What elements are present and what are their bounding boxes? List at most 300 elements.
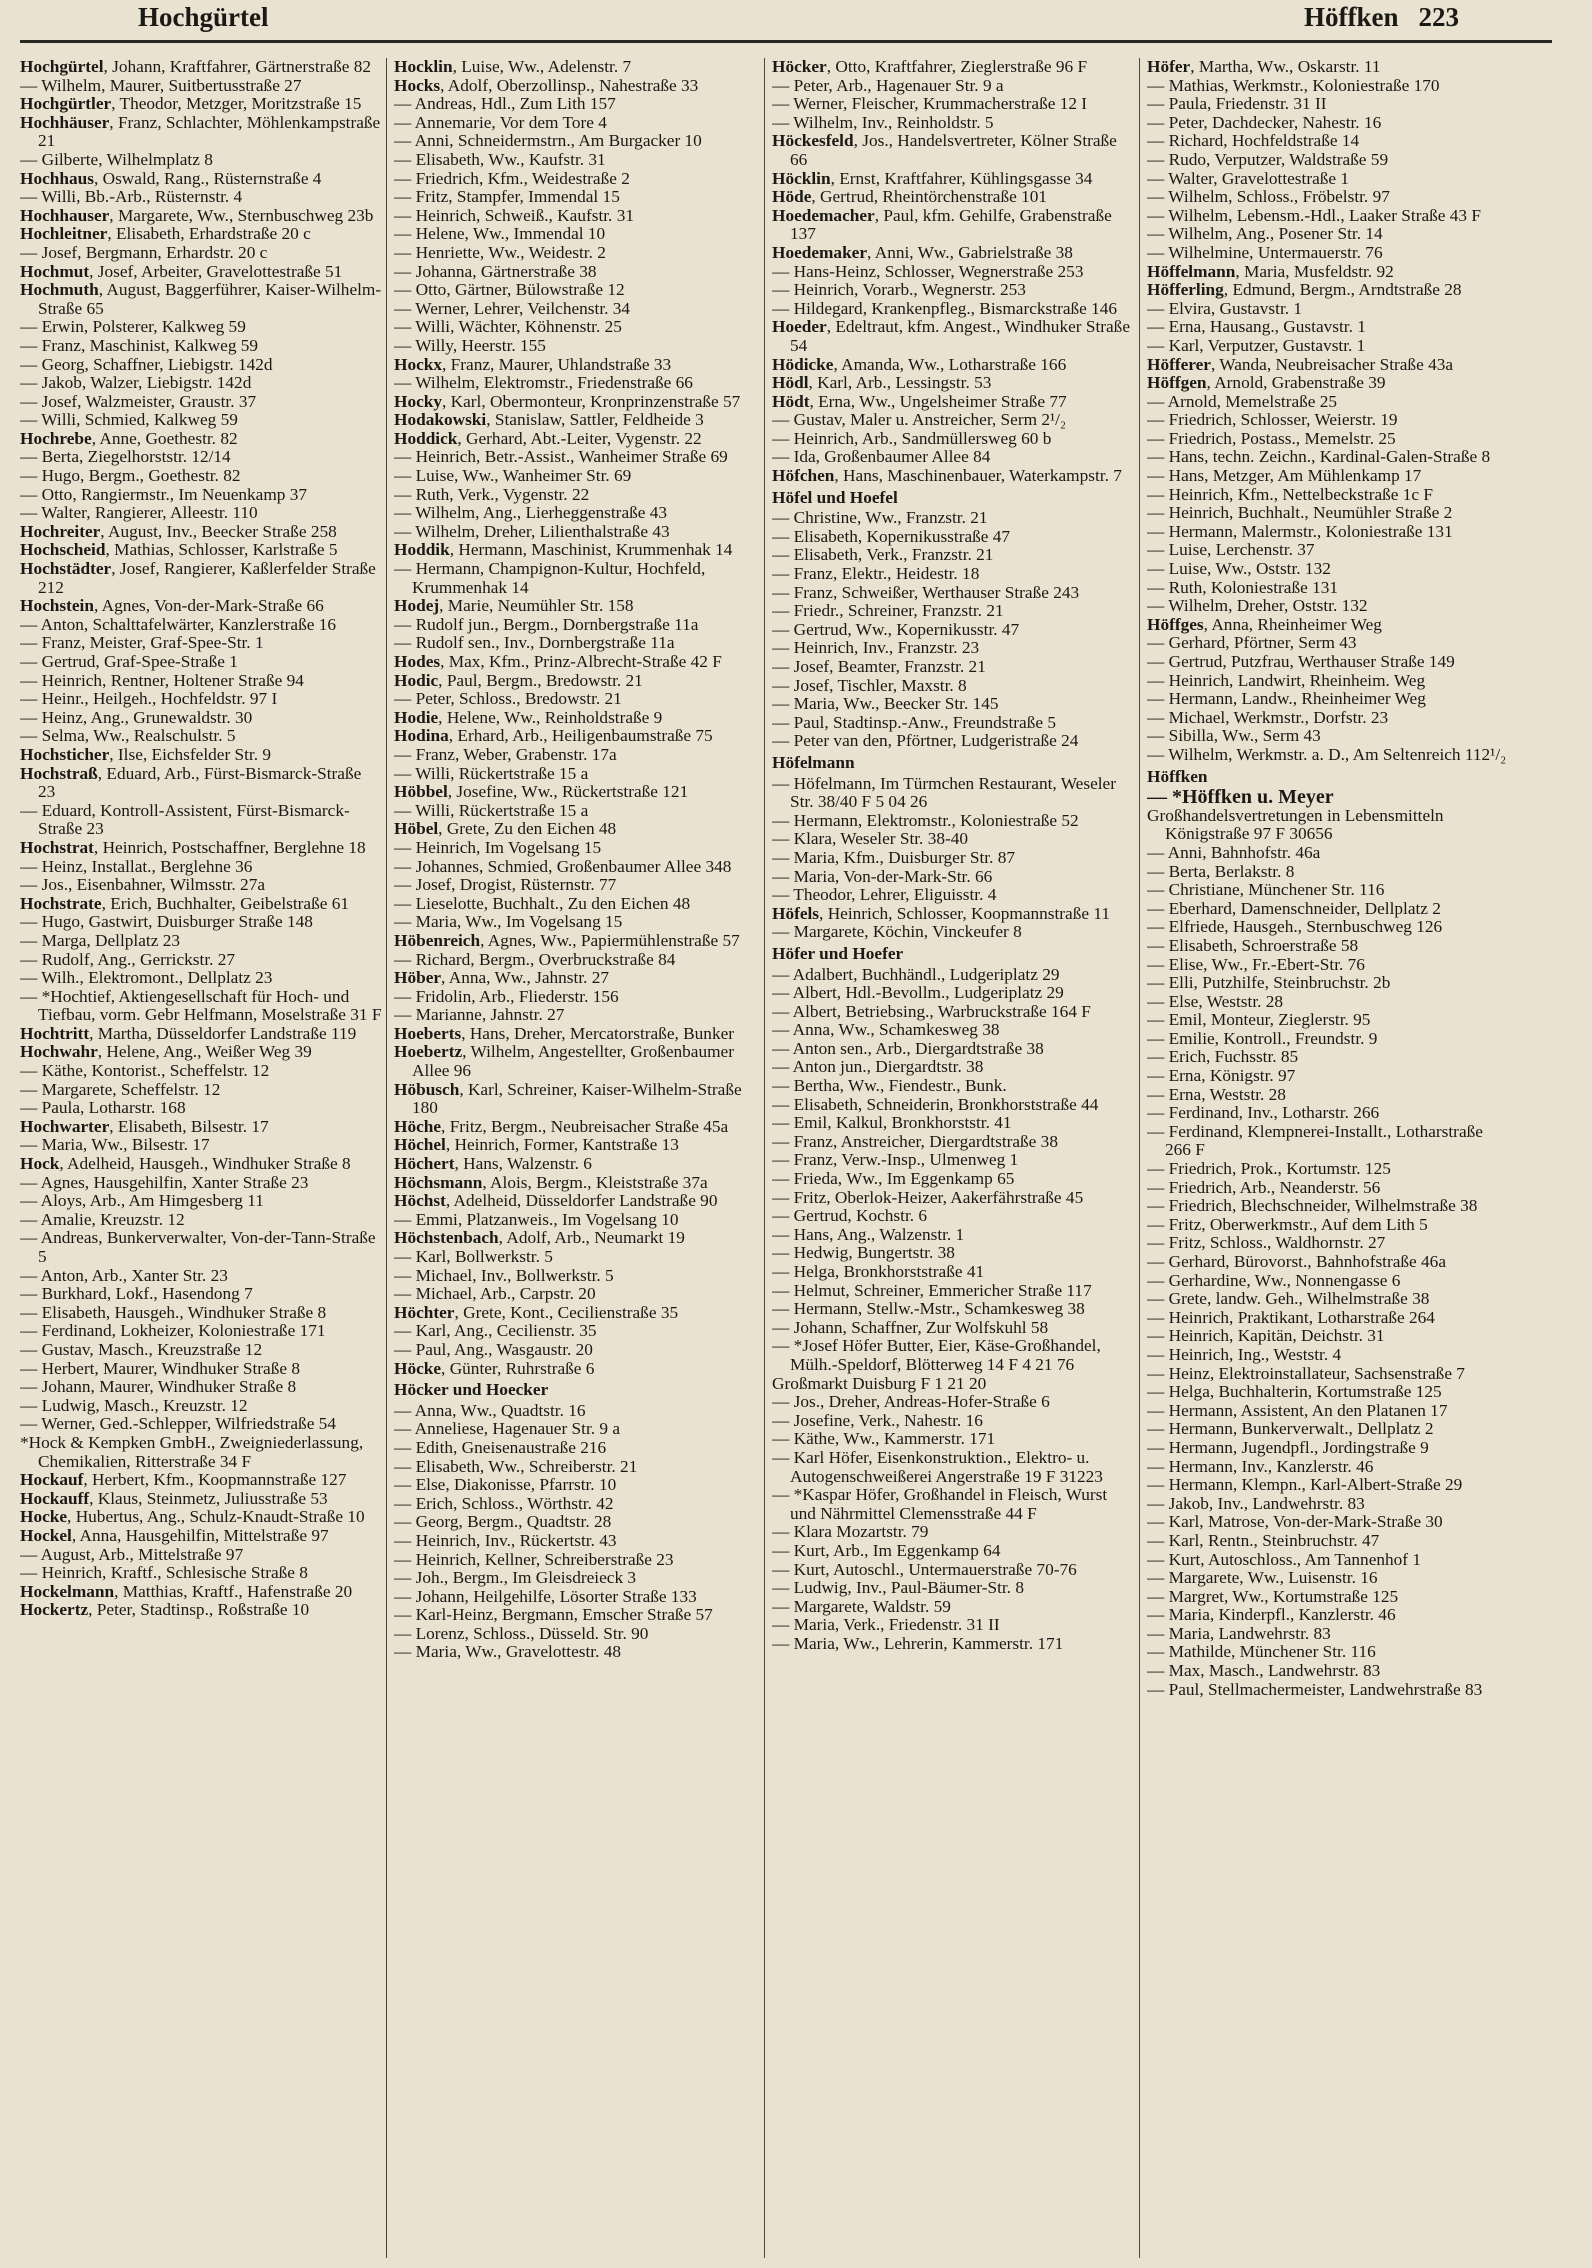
- directory-entry: [394, 1006, 756, 1025]
- directory-entry: [20, 281, 382, 318]
- entry-details: , Hans, Walzenstr. 6: [454, 1154, 592, 1174]
- entry-surname: Hodes: [394, 652, 441, 671]
- entry-details: — Peter, Arb., Hagenauer Str. 9 a: [772, 75, 1004, 95]
- directory-entry: [1147, 356, 1509, 375]
- entry-details: , Hubertus, Ang., Schulz-Knaudt-Straße 10: [67, 1507, 365, 1527]
- entry-details: — Elfriede, Hausgeh., Sternbuschweg 126: [1147, 917, 1443, 937]
- entry-details: — Johann, Schaffner, Zur Wolfskuhl 58: [772, 1317, 1049, 1337]
- directory-entry: [394, 318, 756, 337]
- directory-entry: [772, 1412, 1134, 1431]
- entry-details: — Margarete, Scheffelstr. 12: [20, 1079, 221, 1099]
- entry-details: — Luise, Lerchenstr. 37: [1147, 540, 1315, 560]
- entry-details: — Heinrich, Kapitän, Deichstr. 31: [1147, 1326, 1385, 1346]
- directory-entry: [20, 1378, 382, 1397]
- entry-surname: Höchter: [394, 1302, 455, 1322]
- directory-entry: [394, 616, 756, 635]
- entry-details: , Grete, Zu den Eichen 48: [438, 819, 617, 839]
- entry-details: , Klaus, Steinmetz, Juliusstraße 53: [89, 1488, 328, 1508]
- directory-entry: [772, 732, 1134, 751]
- entry-details: — Luise, Ww., Wanheimer Str. 69: [394, 466, 632, 486]
- directory-entry: [20, 932, 382, 951]
- entry-details: — Sibilla, Ww., Serm 43: [1147, 726, 1321, 746]
- directory-entry: [394, 876, 756, 895]
- directory-entry: [394, 1322, 756, 1341]
- directory-entry: [772, 1375, 1134, 1394]
- entry-surname: Höffges: [1147, 614, 1204, 634]
- entry-details: — Christine, Ww., Franzstr. 21: [772, 508, 988, 528]
- entry-surname: Hochwahr: [20, 1042, 98, 1062]
- directory-entry: [20, 727, 382, 746]
- directory-entry: [1147, 188, 1509, 207]
- directory-entry: [1147, 281, 1509, 300]
- directory-entry: [772, 1393, 1134, 1412]
- directory-entry: [394, 597, 756, 616]
- entry-details: — Paul, Ang., Wasgaustr. 20: [394, 1339, 593, 1359]
- directory-entry: [20, 746, 382, 765]
- directory-entry: [1147, 1458, 1509, 1477]
- directory-entry: [394, 300, 756, 319]
- entry-details: — Kurt, Arb., Im Eggenkamp 64: [772, 1540, 1001, 1560]
- directory-entry: [20, 114, 382, 151]
- entry-details: — Andreas, Hdl., Zum Lith 157: [394, 94, 616, 114]
- directory-entry: [772, 207, 1134, 244]
- directory-entry: [394, 1267, 756, 1286]
- directory-entry: [20, 393, 382, 412]
- entry-details: — Eberhard, Damenschneider, Dellplatz 2: [1147, 898, 1441, 918]
- directory-entry: [772, 1523, 1134, 1542]
- directory-entry: [394, 653, 756, 672]
- entry-details: — Heinrich, Schweiß., Kaufstr. 31: [394, 205, 634, 225]
- directory-entry: [772, 77, 1134, 96]
- entry-details: — Hedwig, Bungertstr. 38: [772, 1243, 955, 1263]
- directory-entry: [394, 1229, 756, 1248]
- directory-entry: [772, 1337, 1134, 1374]
- directory-entry: [1147, 956, 1509, 975]
- directory-entry: [1147, 448, 1509, 467]
- entry-details: — Gilberte, Wilhelmplatz 8: [20, 149, 213, 169]
- directory-entry: [1147, 863, 1509, 882]
- entry-details: — Franz, Anstreicher, Diergardtstraße 38: [772, 1131, 1058, 1151]
- directory-entry: [394, 932, 756, 951]
- entry-surname: Hochhaus: [20, 168, 94, 188]
- directory-entry: [394, 839, 756, 858]
- entry-details: — Elisabeth, Schroerstraße 58: [1147, 935, 1359, 955]
- entry-details: — Jakob, Inv., Landwehrstr. 83: [1147, 1493, 1365, 1513]
- entry-details: , Herbert, Kfm., Koopmannstraße 127: [83, 1470, 347, 1490]
- entry-details: — Karl, Verputzer, Gustavstr. 1: [1147, 335, 1366, 355]
- directory-entry: [1147, 467, 1509, 486]
- directory-entry: [772, 1040, 1134, 1059]
- entry-details: — Heinrich, Kellner, Schreiberstraße 23: [394, 1549, 674, 1569]
- directory-entry: [20, 1415, 382, 1434]
- running-head-right-word: Höffken: [1304, 2, 1399, 32]
- directory-entry: [394, 1532, 756, 1551]
- directory-entry: [1147, 1253, 1509, 1272]
- column-divider: [764, 58, 765, 2258]
- directory-entry: [20, 560, 382, 597]
- directory-entry: [772, 1579, 1134, 1598]
- directory-entry: [394, 1155, 756, 1174]
- directory-entry: [20, 411, 382, 430]
- entry-details: — Hermann, Malermstr., Koloniestraße 131: [1147, 521, 1453, 541]
- entry-details: — Ludwig, Inv., Paul-Bäumer-Str. 8: [772, 1578, 1024, 1598]
- entry-details: — Gustav, Maler u. Anstreicher, Serm 2¹/₂: [772, 410, 1066, 430]
- directory-entry: [1147, 881, 1509, 900]
- entry-details: — Karl, Rentn., Steinbruchstr. 47: [1147, 1530, 1380, 1550]
- entry-details: — Johannes, Schmied, Großenbaumer Allee 348: [394, 856, 732, 876]
- directory-entry: [394, 1458, 756, 1477]
- directory-entry: [772, 1096, 1134, 1115]
- entry-details: — Gustav, Masch., Kreuzstraße 12: [20, 1339, 263, 1359]
- entry-details: — Josef, Walzmeister, Graustr. 37: [20, 391, 257, 411]
- directory-entry: [394, 1341, 756, 1360]
- entry-details: — Amalie, Kreuzstr. 12: [20, 1209, 185, 1229]
- column-3: [772, 58, 1134, 2263]
- entry-details: — Gertrud, Graf-Spee-Straße 1: [20, 652, 238, 671]
- entry-details: , Paul, kfm. Gehilfe, Grabenstraße 137: [790, 205, 1112, 244]
- directory-entry: [772, 1449, 1134, 1486]
- entry-details: — Fritz, Schloss., Waldhornstr. 27: [1147, 1233, 1386, 1253]
- entry-details: — Kurt, Autoschl., Untermauerstraße 70-76: [772, 1559, 1077, 1579]
- entry-surname: Hockertz: [20, 1600, 89, 1620]
- entry-details: — Richard, Hochfeldstraße 14: [1147, 131, 1360, 151]
- entry-details: — Heinrich, Inv., Franzstr. 23: [772, 638, 980, 658]
- entry-details: , Adolf, Arb., Neumarkt 19: [498, 1228, 685, 1248]
- entry-details: — Kurt, Autoschloss., Am Tannenhof 1: [1147, 1549, 1422, 1569]
- directory-entry: [1147, 1513, 1509, 1532]
- entry-details: — Anton, Schalttafelwärter, Kanzlerstraße 16: [20, 614, 337, 634]
- entry-details: — Maria, Ww., Gravelottestr. 48: [394, 1642, 622, 1662]
- entry-details: , Helene, Ww., Reinholdstraße 9: [438, 707, 663, 727]
- directory-entry: [1147, 486, 1509, 505]
- entry-details: , Martha, Ww., Oskarstr. 11: [1190, 58, 1381, 76]
- directory-entry: [20, 1434, 382, 1471]
- entry-details: — Elisabeth, Hausgeh., Windhuker Straße 8: [20, 1302, 327, 1322]
- directory-entry: [772, 1151, 1134, 1170]
- entry-details: , Ilse, Eichsfelder Str. 9: [109, 744, 272, 764]
- directory-entry: [1147, 393, 1509, 412]
- directory-entry: [394, 207, 756, 226]
- entry-details: — Heinz, Elektroinstallateur, Sachsenstraße 7: [1147, 1363, 1465, 1383]
- entry-details: — Michael, Inv., Bollwerkstr. 5: [394, 1265, 614, 1285]
- entry-surname: Hochtritt: [20, 1023, 90, 1043]
- entry-details: — Friedrich, Kfm., Weidestraße 2: [394, 168, 630, 188]
- directory-entry: [1147, 225, 1509, 244]
- directory-entry: [1147, 411, 1509, 430]
- entry-details: — Marianne, Jahnstr. 27: [394, 1005, 565, 1025]
- directory-entry: [1147, 1662, 1509, 1681]
- entry-details: — Erich, Fuchsstr. 85: [1147, 1047, 1299, 1067]
- entry-details: — Friedrich, Arb., Neanderstr. 56: [1147, 1177, 1381, 1197]
- directory-entry: [772, 812, 1134, 831]
- directory-entry: [772, 1486, 1134, 1523]
- directory-entry: [772, 621, 1134, 640]
- entry-details: — Fridolin, Arb., Fliederstr. 156: [394, 986, 619, 1006]
- directory-entry: [772, 1282, 1134, 1301]
- entry-details: — Fritz, Oberwerkmstr., Auf dem Lith 5: [1147, 1214, 1428, 1234]
- entry-surname: Hödicke: [772, 354, 834, 374]
- directory-entry: [1147, 1160, 1509, 1179]
- directory-entry: [1147, 1402, 1509, 1421]
- entry-surname: Hochgürtel: [20, 58, 104, 76]
- entry-details: — Heinrich, Vorarb., Wegnerstr. 253: [772, 280, 1026, 300]
- entry-details: — Ferdinand, Klempnerei-Installt., Lotharstraße 266 F: [1147, 1121, 1483, 1160]
- entry-details: — Burkhard, Lokf., Hasendong 7: [20, 1284, 253, 1304]
- directory-entry: [1147, 1048, 1509, 1067]
- directory-entry: [20, 1192, 382, 1211]
- directory-entry: [394, 486, 756, 505]
- entry-details: — *Hochtief, Aktiengesellschaft für Hoch- und Tiefbau, vorm. Gebr Helfmann, Moselstraße 31 F: [20, 986, 382, 1025]
- entry-details: — Emil, Kalkul, Bronkhorststr. 41: [772, 1113, 1012, 1133]
- entry-details: — Karl, Ang., Cecilienstr. 35: [394, 1321, 597, 1341]
- directory-entry: [20, 1025, 382, 1044]
- entry-details: , Stanislaw, Sattler, Feldheide 3: [486, 410, 704, 430]
- header-rule: [20, 40, 1552, 43]
- directory-entry: [772, 467, 1134, 486]
- directory-entry: [394, 1495, 756, 1514]
- entry-surname: Hochstraß: [20, 763, 98, 783]
- directory-entry: [20, 653, 382, 672]
- column-divider: [386, 58, 387, 2258]
- directory-entry: [1147, 1551, 1509, 1570]
- entry-details: — Klara, Weseler Str. 38-40: [772, 829, 969, 849]
- directory-entry: [772, 658, 1134, 677]
- section-heading: Höcker und Hoecker: [394, 1380, 549, 1400]
- entry-details: — Werner, Lehrer, Veilchenstr. 34: [394, 298, 631, 318]
- entry-details: — Johann, Maurer, Windhuker Straße 8: [20, 1377, 297, 1397]
- directory-entry: [1147, 1234, 1509, 1253]
- directory-entry: [1147, 579, 1509, 598]
- directory-entry: [20, 1267, 382, 1286]
- entry-details: — Albert, Betriebsing., Warbruckstraße 164 F: [772, 1001, 1091, 1021]
- directory-entry: [1147, 1532, 1509, 1551]
- directory-entry: [394, 1606, 756, 1625]
- directory-entry: [394, 1551, 756, 1570]
- entry-details: , Edmund, Bergm., Arndtstraße 28: [1223, 280, 1462, 300]
- directory-entry: [1147, 300, 1509, 319]
- directory-entry: [772, 1189, 1134, 1208]
- entry-surname: Hochrebe: [20, 428, 92, 448]
- directory-entry: [772, 95, 1134, 114]
- entry-details: — Willi, Bb.-Arb., Rüsternstr. 4: [20, 187, 243, 207]
- entry-surname: Hochsticher: [20, 744, 110, 764]
- directory-entry: [394, 709, 756, 728]
- entry-details: — Hermann, Bunkerverwalt., Dellplatz 2: [1147, 1419, 1434, 1439]
- entry-details: , Josef, Rangierer, Kaßlerfelder Straße 212: [38, 559, 376, 597]
- entry-details: — Arnold, Memelstraße 25: [1147, 391, 1338, 411]
- directory-entry: [772, 300, 1134, 319]
- directory-entry: [20, 913, 382, 932]
- entry-surname: Hodic: [394, 670, 439, 690]
- entry-details: — Werner, Ged.-Schlepper, Wilfriedstraße 54: [20, 1414, 336, 1434]
- directory-entry: [772, 281, 1134, 300]
- directory-entry: [20, 690, 382, 709]
- entry-surname: Hoedemaker: [772, 242, 868, 262]
- entry-surname: Hochwarter: [20, 1116, 110, 1136]
- directory-entry: [20, 709, 382, 728]
- entry-details: — Emil, Monteur, Zieglerstr. 95: [1147, 1010, 1371, 1030]
- directory-entry: [1147, 672, 1509, 691]
- directory-entry: [772, 830, 1134, 849]
- entry-details: — Berta, Ziegelhorststr. 12/14: [20, 447, 231, 467]
- entry-details: — Christiane, Münchener Str. 116: [1147, 880, 1385, 900]
- entry-surname: Höchst: [394, 1191, 446, 1211]
- directory-entry: [394, 244, 756, 263]
- entry-details: — Wilhelm, Ang., Lierheggenstraße 43: [394, 503, 668, 523]
- entry-details: , Elisabeth, Erhardstraße 20 c: [107, 224, 311, 244]
- entry-details: — Max, Masch., Landwehrstr. 83: [1147, 1661, 1381, 1681]
- entry-details: , Agnes, Ww., Papiermühlenstraße 57: [480, 930, 740, 950]
- directory-entry: [394, 1569, 756, 1588]
- directory-entry: [20, 672, 382, 691]
- directory-entry: [394, 77, 756, 96]
- directory-entry: [20, 1527, 382, 1546]
- entry-details: — Anni, Bahnhofstr. 46a: [1147, 842, 1321, 862]
- entry-details: — Ludwig, Masch., Kreuzstr. 12: [20, 1395, 248, 1415]
- directory-entry: [394, 895, 756, 914]
- directory-entry: [394, 188, 756, 207]
- directory-entry: [772, 639, 1134, 658]
- entry-details: — Heinrich, Inv., Rückertstr. 43: [394, 1530, 617, 1550]
- directory-entry: [772, 1058, 1134, 1077]
- directory-entry: [772, 714, 1134, 733]
- directory-entry: [772, 966, 1134, 985]
- directory-entry: [394, 95, 756, 114]
- column-divider: [1139, 58, 1140, 2258]
- directory-entry: [1147, 244, 1509, 263]
- entry-details: — Margarete, Waldstr. 59: [772, 1596, 951, 1616]
- directory-entry: [772, 356, 1134, 375]
- directory-entry: [394, 1136, 756, 1155]
- entry-surname: Hockelmann: [20, 1581, 115, 1601]
- entry-details: — Heinrich, Ing., Weststr. 4: [1147, 1344, 1342, 1364]
- entry-surname: Hödl: [772, 373, 809, 393]
- entry-surname: Höcklin: [772, 168, 831, 188]
- entry-surname: Hodakowski: [394, 410, 487, 430]
- directory-entry: [20, 318, 382, 337]
- entry-details: — Wilhelm, Dreher, Oststr. 132: [1147, 596, 1368, 616]
- entry-surname: Höfels: [772, 903, 820, 923]
- directory-entry: [20, 1583, 382, 1602]
- directory-entry: [1147, 1365, 1509, 1384]
- directory-entry: [1147, 993, 1509, 1012]
- entry-details: — Gerhardine, Ww., Nonnengasse 6: [1147, 1270, 1401, 1290]
- directory-entry: [20, 356, 382, 375]
- entry-surname: Hocky: [394, 391, 443, 411]
- entry-details: — Franz, Verw.-Insp., Ulmenweg 1: [772, 1150, 1019, 1170]
- directory-entry: [772, 411, 1134, 430]
- entry-details: , Paul, Bergm., Bredowstr. 21: [438, 670, 643, 690]
- directory-entry: [772, 546, 1134, 565]
- entry-details: — Hans, Metzger, Am Mühlenkamp 17: [1147, 466, 1422, 486]
- entry-details: , Adelheid, Düsseldorfer Landstraße 90: [445, 1191, 718, 1211]
- directory-entry: [1147, 1588, 1509, 1607]
- directory-entry: [394, 411, 756, 430]
- entry-details: — Helga, Bronkhorststraße 41: [772, 1262, 985, 1281]
- directory-entry: [20, 1043, 382, 1062]
- entry-details: — Georg, Bergm., Quadtstr. 28: [394, 1512, 612, 1532]
- entry-details: , Anna, Ww., Jahnstr. 27: [441, 968, 610, 988]
- directory-entry: [1147, 727, 1509, 746]
- directory-entry: [394, 114, 756, 133]
- entry-details: — *Josef Höfer Butter, Eier, Käse-Großhandel, Mülh.-Speldorf, Blötterweg 14 F 4 21 76: [772, 1336, 1101, 1374]
- directory-entry: [394, 504, 756, 523]
- entry-details: — Paul, Stadtinsp.-Anw., Freundstraße 5: [772, 712, 1056, 732]
- entry-surname: Hochreiter: [20, 521, 101, 541]
- entry-details: — Fritz, Oberlok-Heizer, Aakerfährstraße 45: [772, 1187, 1084, 1207]
- entry-details: — Erna, Hausang., Gustavstr. 1: [1147, 317, 1366, 337]
- directory-entry: [394, 151, 756, 170]
- entry-details: , Josefine, Ww., Rückertstraße 121: [447, 782, 689, 802]
- entry-details: — Johann, Heilgehilfe, Lösorter Straße 133: [394, 1586, 697, 1606]
- entry-details: — Franz, Weber, Grabenstr. 17a: [394, 744, 617, 764]
- directory-entry: [20, 876, 382, 895]
- entry-surname: Hochhauser: [20, 205, 110, 225]
- entry-details: — Georg, Schaffner, Liebigstr. 142d: [20, 354, 273, 374]
- directory-entry: [1147, 1011, 1509, 1030]
- entry-details: — Heinz, Ang., Grunewaldstr. 30: [20, 707, 253, 727]
- directory-entry: [1147, 634, 1509, 653]
- directory-entry: [394, 170, 756, 189]
- directory-entry: [394, 132, 756, 151]
- entry-details: , Amanda, Ww., Lotharstraße 166: [833, 354, 1067, 374]
- directory-entry: [20, 151, 382, 170]
- entry-surname: Höfchen: [772, 466, 835, 486]
- entry-details: — Wilhelm, Maurer, Suitbertusstraße 27: [20, 75, 302, 95]
- entry-details: — Willi, Wächter, Köhnenstr. 25: [394, 317, 622, 337]
- directory-entry: [394, 1588, 756, 1607]
- entry-details: , Margarete, Ww., Sternbuschweg 23b: [109, 205, 374, 225]
- directory-entry: [394, 765, 756, 784]
- entry-details: — Helmut, Schreiner, Emmericher Straße 117: [772, 1280, 1092, 1300]
- directory-entry: [394, 913, 756, 932]
- entry-details: — Hildegard, Krankenpfleg., Bismarckstraße 146: [772, 298, 1118, 318]
- directory-entry: [394, 1285, 756, 1304]
- entry-surname: Hochmuth: [20, 280, 99, 300]
- entry-details: , Oswald, Rang., Rüsternstraße 4: [93, 168, 322, 188]
- entry-details: — Josefine, Verk., Nahestr. 16: [772, 1410, 983, 1430]
- entry-details: , Adolf, Oberzollinsp., Nahestraße 33: [440, 75, 699, 95]
- entry-details: , Anna, Rheinheimer Weg: [1203, 614, 1382, 634]
- entry-surname: Hockx: [394, 354, 443, 374]
- directory-entry: [20, 188, 382, 207]
- directory-entry: [394, 783, 756, 802]
- directory-entry: [20, 1322, 382, 1341]
- directory-entry: [394, 1248, 756, 1267]
- directory-entry: [1147, 1681, 1509, 1700]
- entry-details: — Walter, Gravelottestraße 1: [1147, 168, 1350, 188]
- directory-entry: [772, 565, 1134, 584]
- directory-entry: [20, 1062, 382, 1081]
- directory-entry: [394, 1043, 756, 1080]
- entry-details: — Franz, Maschinist, Kalkweg 59: [20, 335, 259, 355]
- entry-details: , Elisabeth, Bilsestr. 17: [109, 1116, 269, 1136]
- entry-details: — Wilh., Elektromont., Dellplatz 23: [20, 968, 273, 988]
- directory-entry: [394, 802, 756, 821]
- entry-surname: Hoddik: [394, 540, 450, 560]
- entry-details: — Wilhelm, Elektromstr., Friedenstraße 66: [394, 373, 693, 393]
- entry-details: , Martha, Düsseldorfer Landstraße 119: [89, 1023, 357, 1043]
- directory-entry: [394, 448, 756, 467]
- entry-details: — Ferdinand, Inv., Lotharstr. 266: [1147, 1103, 1380, 1123]
- entry-details: — Friedrich, Prok., Kortumstr. 125: [1147, 1159, 1391, 1179]
- entry-details: — Rudolf, Ang., Gerrickstr. 27: [20, 949, 236, 969]
- directory-entry: [772, 170, 1134, 189]
- directory-entry: [772, 1616, 1134, 1635]
- directory-entry: [772, 1207, 1134, 1226]
- directory-entry: [1147, 337, 1509, 356]
- entry-details: — Käthe, Kontorist., Scheffelstr. 12: [20, 1061, 270, 1081]
